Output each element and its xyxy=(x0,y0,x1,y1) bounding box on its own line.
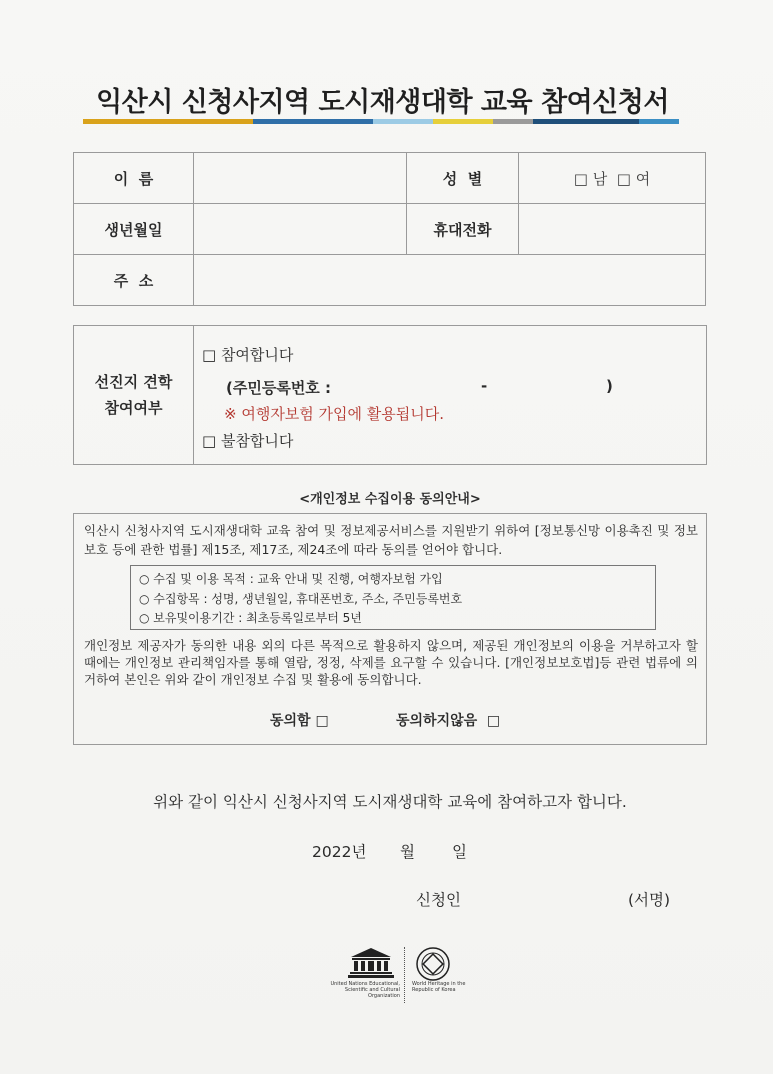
title-underline-bar xyxy=(83,119,679,124)
name-field[interactable] xyxy=(194,153,407,204)
privacy-heading: <개인정보 수집이용 동의안내> xyxy=(299,492,481,507)
privacy-item: ○ 수집 및 이용 목적 : 교육 안내 및 진행, 여행자보험 가입 xyxy=(139,572,443,586)
title-bar-segment xyxy=(639,119,679,124)
world-heritage-emblem-icon xyxy=(412,947,454,981)
privacy-item: ○ 수집항목 : 성명, 생년월일, 휴대폰번호, 주소, 주민등록번호 xyxy=(139,591,463,606)
birth-label: 생년월일 xyxy=(74,204,194,255)
date-year: 2022년 xyxy=(312,843,367,861)
gender-options[interactable]: □ 남 □ 여 xyxy=(519,153,706,204)
unesco-logo-icon xyxy=(348,947,394,981)
name-label: 이 름 xyxy=(74,153,194,204)
privacy-body: 개인정보 제공자가 동의한 내용 외의 다른 목적으로 활용하지 않으며, 제공된 개인정보의 이용을 거부하고자 할 때에는 개인정보 관리책임자를 통해 열람, 정정, 삭제를 요구할 수 있습니다. [개인정보보호법]등 관련 법류에 의거하여 본인은 위와 같이 개인정보 수집 및 활용에 동의합니다. xyxy=(84,638,698,687)
signature-placeholder: (서명) xyxy=(628,891,671,909)
applicant-label: 신청인 xyxy=(416,891,461,909)
field-trip-label-line2: 참여여부 xyxy=(104,399,163,417)
decline-option[interactable]: □ 불참합니다 xyxy=(202,432,294,450)
id-number-dash: - xyxy=(481,377,488,395)
date-day: 일 xyxy=(452,843,467,861)
phone-field[interactable] xyxy=(519,204,706,255)
closing-statement: 위와 같이 익산시 신청사지역 도시재생대학 교육에 참여하고자 합니다. xyxy=(153,793,627,811)
title-bar-segment xyxy=(533,119,639,124)
id-number-close: ) xyxy=(606,377,613,395)
field-trip-label-line1: 선진지 견학 xyxy=(94,373,173,391)
privacy-items-box xyxy=(130,565,656,630)
field-trip-section xyxy=(73,325,707,465)
field-trip-options xyxy=(194,326,706,464)
applicant-info-table xyxy=(73,152,706,306)
gender-label: 성 별 xyxy=(407,153,519,204)
privacy-consent-box xyxy=(73,513,707,745)
title-bar-segment xyxy=(83,119,253,124)
world-heritage-caption: World Heritage in the Republic of Korea xyxy=(412,981,466,993)
title-bar-segment xyxy=(433,119,493,124)
privacy-item: ○ 보유및이용기간 : 최초등록일로부터 5년 xyxy=(139,611,362,625)
insurance-notice: ※ 여행자보험 가입에 활용됩니다. xyxy=(224,405,445,423)
field-trip-label xyxy=(74,326,194,464)
disagree-checkbox[interactable]: 동의하지않음 □ xyxy=(396,713,501,729)
unesco-caption: United Nations Educational, Scientific and Cultural Organization xyxy=(330,981,400,999)
date-month: 월 xyxy=(400,843,415,861)
address-label: 주 소 xyxy=(74,255,194,306)
title-bar-segment xyxy=(373,119,433,124)
birth-field[interactable] xyxy=(194,204,407,255)
phone-label: 휴대전화 xyxy=(407,204,519,255)
form-title: 익산시 신청사지역 도시재생대학 교육 참여신청서 xyxy=(96,87,669,118)
title-bar-segment xyxy=(253,119,373,124)
title-bar-segment xyxy=(493,119,533,124)
agree-checkbox[interactable]: 동의함 □ xyxy=(270,713,329,729)
logo-area xyxy=(320,945,465,1005)
address-field[interactable] xyxy=(194,255,706,306)
privacy-intro: 익산시 신청사지역 도시재생대학 교육 참여 및 정보제공서비스를 지원받기 위하여 [정보통신망 이용촉진 및 정보보호 등에 관한 법률] 제15조, 제17조, 제24조에 따라 동의를 얻어야 합니다. xyxy=(84,523,698,557)
logo-divider xyxy=(404,947,405,1003)
id-number-label: (주민등록번호 : xyxy=(226,379,332,397)
attend-option[interactable]: □ 참여합니다 xyxy=(202,346,294,364)
